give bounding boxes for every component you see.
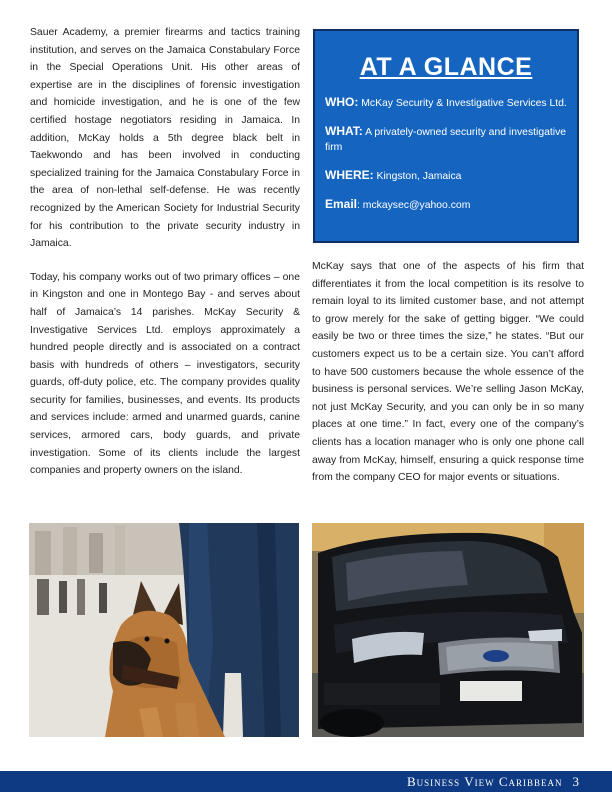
- armored-suv-illustration: [312, 523, 584, 737]
- glance-who: [325, 95, 567, 111]
- article-paragraph: Today, his company works out of two primary offices – one in Kingston and one in Montego Bay - and serves about half of Jamaica’s 14 parishes. McKay Security & Investigative Services Ltd. employs approximately a hundred people directly and is associated on a contract basis with hundreds of others – investigators, security guards, off-duty police, etc. The company provides quality security for families, businesses, and events. Its products and services include: armed and unarmed guards, canine services, armored cars, body guards, and private investigation. Some of its clients include the largest companies and property owners on the island.: [30, 271, 300, 477]
- footer-text: [407, 773, 580, 790]
- footer-bar: [0, 771, 612, 792]
- glance-where: [325, 168, 567, 184]
- article-paragraph: McKay says that one of the aspects of his firm that differentiates it from the local competition is its resolve to remain loyal to its limited customer base, and not attempt to grow merely for the sake of getting bigger. “We could easily be two or three times the size,” he states. “But our customers expect us to be a certain size. You can’t afford to have 500 customers because the whole essence of the business is personal services. We’re selling Jason McKay, not just McKay Security, and you can only be in so many places at one time.” In fact, every one of the company’s clients has a location manager who is only one phone call away from McKay, himself, ensuring a quick response time from the company CEO for major events or situations.: [312, 261, 584, 484]
- left-article-column: [30, 24, 300, 480]
- glance-where-label: WHERE:: [325, 168, 374, 182]
- police-dog-illustration: [29, 523, 299, 737]
- armored-suv-photo: [312, 523, 584, 737]
- glance-what-label: WHAT:: [325, 124, 363, 138]
- glance-email: [325, 197, 567, 213]
- right-article-column: [312, 258, 584, 487]
- glance-where-value: Kingston, Jamaica: [373, 171, 462, 182]
- glance-what: [325, 124, 567, 155]
- article-paragraph: Sauer Academy, a premier firearms and tactics training institution, and serves on the Jamaica Constabulary Force in the Special Operations Unit. His other areas of expertise are in the disciplines of forensic investigation and homicide investigation, and he is one of the few certified hostage negotiators residing in Jamaica. In addition, McKay holds a 5th degree black belt in Taekwondo and has been involved in conducting specialized training for the Jamaica Constabulary Force in the area of non-lethal self-defense. He was recently recognized by the American Society for Industrial Security for his contribution to the private security industry in Jamaica.: [30, 27, 300, 250]
- glance-who-label: WHO:: [325, 95, 359, 109]
- page-number: 3: [572, 774, 580, 789]
- publication-name: Business View Caribbean: [407, 774, 563, 789]
- glance-what-value: A privately-owned security and investigative firm: [325, 127, 567, 153]
- glance-who-value: McKay Security & Investigative Services Ltd.: [358, 98, 567, 109]
- glance-title: AT A GLANCE: [359, 53, 533, 81]
- glance-email-label: Email: [325, 197, 358, 211]
- police-dog-photo: [29, 523, 299, 737]
- at-a-glance-box: [313, 29, 579, 243]
- glance-email-value: : mckaysec@yahoo.com: [357, 200, 471, 211]
